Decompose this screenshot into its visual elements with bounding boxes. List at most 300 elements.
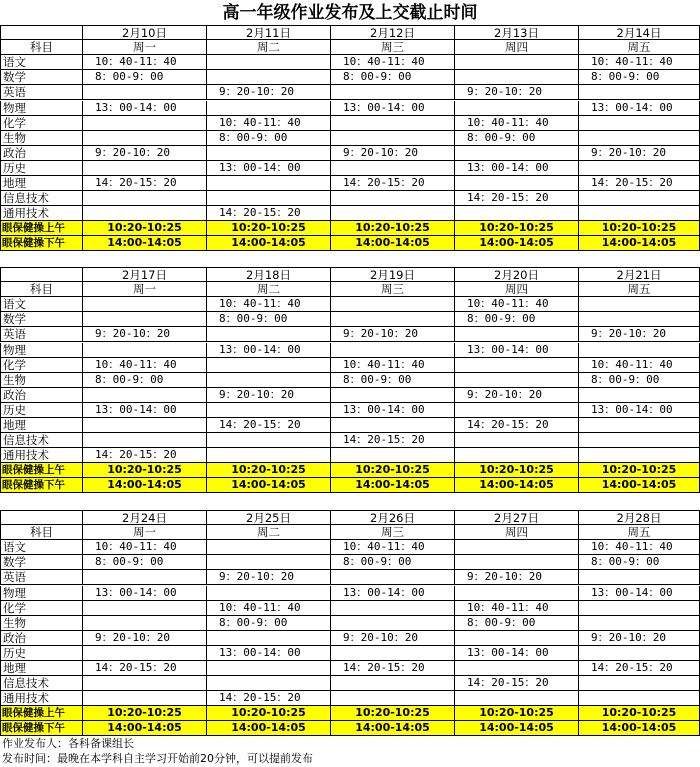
date-cell: 2月17日 (83, 267, 207, 282)
subject-row (0, 131, 700, 146)
eye-exercise-time: 14:00-14:05 (331, 236, 455, 251)
subject-label: 通用技术 (0, 448, 83, 463)
time-slot: 9：20-10：20 (579, 327, 700, 342)
time-slot: 14：20-15：20 (207, 206, 331, 221)
time-slot (331, 676, 455, 691)
time-slot (579, 418, 700, 433)
time-slot (83, 206, 207, 221)
subject-label: 信息技术 (0, 191, 83, 206)
date-cell: 2月13日 (455, 25, 579, 40)
time-slot (331, 206, 455, 221)
subject-label: 历史 (0, 646, 83, 661)
time-slot: 14：20-15：20 (207, 691, 331, 706)
subject-label: 英语 (0, 85, 83, 100)
time-slot (455, 586, 579, 601)
time-slot (579, 646, 700, 661)
weekday-cell: 周三 (331, 40, 455, 55)
subject-header: 科目 (0, 525, 83, 540)
time-slot: 9：20-10：20 (455, 85, 579, 100)
weekday-cell: 周一 (83, 40, 207, 55)
subject-label: 地理 (0, 418, 83, 433)
time-slot: 10：40-11：40 (455, 601, 579, 616)
eye-exercise-time: 10:20-10:25 (207, 221, 331, 236)
subject-label: 数学 (0, 70, 83, 85)
subject-label: 英语 (0, 570, 83, 585)
time-slot: 14：20-15：20 (83, 661, 207, 676)
footer-publisher: 作业发布人：各科备课组长 (2, 737, 134, 750)
time-slot (331, 388, 455, 403)
subject-label: 化学 (0, 601, 83, 616)
date-cell: 2月28日 (579, 510, 700, 525)
subject-label: 数学 (0, 555, 83, 570)
time-slot: 9：20-10：20 (579, 146, 700, 161)
eye-exercise-time: 10:20-10:25 (331, 463, 455, 478)
eye-exercise-time: 10:20-10:25 (579, 463, 700, 478)
weekday-cell: 周五 (579, 525, 700, 540)
time-slot: 13：00-14：00 (579, 403, 700, 418)
date-cell: 2月27日 (455, 510, 579, 525)
footer-publish-time: 发布时间：最晚在本学科自主学习开始前20分钟，可以提前发布 (2, 752, 313, 765)
time-slot (331, 570, 455, 585)
date-cell: 2月26日 (331, 510, 455, 525)
time-slot: 8：00-9：00 (207, 616, 331, 631)
time-slot: 13：00-14：00 (331, 101, 455, 116)
time-slot (455, 691, 579, 706)
time-slot (455, 55, 579, 70)
subject-row (0, 555, 700, 570)
time-slot (579, 161, 700, 176)
time-slot (579, 116, 700, 131)
weekday-cell: 周一 (83, 525, 207, 540)
subject-row (0, 161, 700, 176)
time-slot (207, 55, 331, 70)
time-slot (83, 601, 207, 616)
eye-exercise-row (0, 221, 700, 236)
subject-row (0, 403, 700, 418)
eye-exercise-time: 14:00-14:05 (455, 236, 579, 251)
time-slot (207, 101, 331, 116)
time-slot (455, 70, 579, 85)
time-slot (207, 555, 331, 570)
time-slot (455, 327, 579, 342)
time-slot: 14：20-15：20 (83, 176, 207, 191)
subject-row (0, 646, 700, 661)
time-slot (331, 601, 455, 616)
time-slot (83, 418, 207, 433)
time-slot (455, 146, 579, 161)
time-slot (207, 661, 331, 676)
time-slot: 13：00-14：00 (83, 101, 207, 116)
time-slot (207, 191, 331, 206)
time-slot: 9：20-10：20 (207, 388, 331, 403)
time-slot (331, 646, 455, 661)
time-slot (83, 433, 207, 448)
date-header-row (0, 25, 700, 40)
subject-row (0, 312, 700, 327)
time-slot (331, 691, 455, 706)
subject-row (0, 601, 700, 616)
date-cell: 2月12日 (331, 25, 455, 40)
eye-exercise-time: 14:00-14:05 (455, 721, 579, 736)
time-slot (455, 358, 579, 373)
time-slot (83, 85, 207, 100)
subject-row (0, 343, 700, 358)
time-slot (579, 676, 700, 691)
eye-exercise-label: 眼保健操下午 (0, 236, 83, 251)
subject-row (0, 297, 700, 312)
subject-label: 信息技术 (0, 433, 83, 448)
eye-exercise-time: 10:20-10:25 (455, 706, 579, 721)
time-slot (455, 448, 579, 463)
time-slot: 14：20-15：20 (455, 191, 579, 206)
eye-exercise-time: 14:00-14:05 (331, 478, 455, 493)
time-slot (207, 176, 331, 191)
time-slot (579, 616, 700, 631)
time-slot (455, 661, 579, 676)
time-slot (207, 146, 331, 161)
weekday-cell: 周五 (579, 40, 700, 55)
time-slot: 8：00-9：00 (83, 373, 207, 388)
time-slot (83, 161, 207, 176)
time-slot: 13：00-14：00 (455, 161, 579, 176)
time-slot: 13：00-14：00 (455, 646, 579, 661)
time-slot: 9：20-10：20 (331, 146, 455, 161)
eye-exercise-time: 10:20-10:25 (331, 221, 455, 236)
time-slot: 9：20-10：20 (207, 85, 331, 100)
subject-header: 科目 (0, 282, 83, 297)
eye-exercise-time: 10:20-10:25 (579, 221, 700, 236)
time-slot: 9：20-10：20 (83, 631, 207, 646)
time-slot: 8：00-9：00 (331, 70, 455, 85)
time-slot (83, 312, 207, 327)
time-slot: 13：00-14：00 (83, 403, 207, 418)
time-slot: 8：00-9：00 (83, 70, 207, 85)
time-slot (455, 555, 579, 570)
date-header-row (0, 267, 700, 282)
subject-row (0, 540, 700, 555)
eye-exercise-row (0, 236, 700, 251)
date-header-row (0, 510, 700, 525)
page-title: 高一年级作业发布及上交截止时间 (222, 3, 478, 23)
subject-label: 历史 (0, 161, 83, 176)
time-slot: 13：00-14：00 (579, 101, 700, 116)
eye-exercise-label: 眼保健操上午 (0, 463, 83, 478)
eye-exercise-time: 14:00-14:05 (83, 236, 207, 251)
eye-exercise-label: 眼保健操下午 (0, 478, 83, 493)
eye-exercise-label: 眼保健操下午 (0, 721, 83, 736)
time-slot (83, 691, 207, 706)
time-slot: 9：20-10：20 (579, 631, 700, 646)
time-slot (579, 85, 700, 100)
subject-row (0, 101, 700, 116)
subject-label: 语文 (0, 297, 83, 312)
subject-row (0, 146, 700, 161)
time-slot: 10：40-11：40 (455, 297, 579, 312)
time-slot: 9：20-10：20 (455, 388, 579, 403)
time-slot (207, 373, 331, 388)
subject-label: 历史 (0, 403, 83, 418)
subject-row (0, 676, 700, 691)
time-slot (579, 206, 700, 221)
eye-exercise-row (0, 721, 700, 736)
time-slot: 10：40-11：40 (83, 540, 207, 555)
subject-label: 物理 (0, 343, 83, 358)
corner-cell (0, 510, 83, 525)
time-slot (83, 388, 207, 403)
weekday-cell: 周二 (207, 525, 331, 540)
time-slot (83, 570, 207, 585)
subject-label: 地理 (0, 176, 83, 191)
time-slot: 8：00-9：00 (455, 131, 579, 146)
eye-exercise-time: 14:00-14:05 (207, 721, 331, 736)
weekday-cell: 周二 (207, 282, 331, 297)
subject-label: 生物 (0, 131, 83, 146)
subject-label: 政治 (0, 146, 83, 161)
time-slot: 8：00-9：00 (331, 555, 455, 570)
eye-exercise-row (0, 463, 700, 478)
time-slot: 14：20-15：20 (579, 176, 700, 191)
corner-cell (0, 25, 83, 40)
eye-exercise-time: 10:20-10:25 (83, 221, 207, 236)
subject-label: 物理 (0, 586, 83, 601)
time-slot: 10：40-11：40 (207, 601, 331, 616)
weekday-cell: 周三 (331, 525, 455, 540)
eye-exercise-time: 14:00-14:05 (83, 721, 207, 736)
time-slot (83, 116, 207, 131)
time-slot (331, 418, 455, 433)
subject-label: 生物 (0, 616, 83, 631)
subject-row (0, 55, 700, 70)
time-slot: 13：00-14：00 (207, 161, 331, 176)
date-cell: 2月21日 (579, 267, 700, 282)
time-slot (207, 676, 331, 691)
time-slot (331, 448, 455, 463)
time-slot (455, 373, 579, 388)
subject-label: 化学 (0, 358, 83, 373)
time-slot: 13：00-14：00 (83, 586, 207, 601)
subject-row (0, 448, 700, 463)
subject-row (0, 191, 700, 206)
time-slot: 8：00-9：00 (579, 555, 700, 570)
weekday-header-row (0, 525, 700, 540)
weekday-cell: 周一 (83, 282, 207, 297)
time-slot (579, 343, 700, 358)
subject-row (0, 85, 700, 100)
time-slot (579, 433, 700, 448)
time-slot: 9：20-10：20 (207, 570, 331, 585)
date-cell: 2月19日 (331, 267, 455, 282)
subject-label: 物理 (0, 101, 83, 116)
eye-exercise-time: 14:00-14:05 (579, 721, 700, 736)
subject-row (0, 418, 700, 433)
subject-label: 信息技术 (0, 676, 83, 691)
time-slot (455, 206, 579, 221)
weekday-header-row (0, 282, 700, 297)
subject-row (0, 388, 700, 403)
time-slot (331, 616, 455, 631)
eye-exercise-time: 14:00-14:05 (579, 478, 700, 493)
eye-exercise-time: 10:20-10:25 (207, 463, 331, 478)
time-slot (579, 131, 700, 146)
time-slot: 13：00-14：00 (207, 343, 331, 358)
subject-label: 政治 (0, 631, 83, 646)
time-slot: 13：00-14：00 (331, 586, 455, 601)
time-slot: 8：00-9：00 (455, 616, 579, 631)
time-slot: 10：40-11：40 (83, 358, 207, 373)
time-slot: 8：00-9：00 (455, 312, 579, 327)
eye-exercise-time: 10:20-10:25 (331, 706, 455, 721)
time-slot (207, 540, 331, 555)
time-slot (207, 358, 331, 373)
subject-row (0, 661, 700, 676)
time-slot (207, 403, 331, 418)
time-slot (331, 297, 455, 312)
time-slot: 10：40-11：40 (207, 297, 331, 312)
subject-row (0, 586, 700, 601)
corner-cell (0, 267, 83, 282)
time-slot (579, 601, 700, 616)
eye-exercise-label: 眼保健操上午 (0, 221, 83, 236)
date-cell: 2月24日 (83, 510, 207, 525)
time-slot (455, 540, 579, 555)
time-slot (83, 616, 207, 631)
subject-label: 政治 (0, 388, 83, 403)
weekday-cell: 周四 (455, 525, 579, 540)
subject-label: 化学 (0, 116, 83, 131)
time-slot (579, 570, 700, 585)
time-slot (455, 631, 579, 646)
time-slot (331, 343, 455, 358)
weekday-header-row (0, 40, 700, 55)
subject-row (0, 691, 700, 706)
subject-row (0, 616, 700, 631)
time-slot (83, 676, 207, 691)
eye-exercise-label: 眼保健操上午 (0, 706, 83, 721)
time-slot (331, 161, 455, 176)
time-slot (207, 433, 331, 448)
time-slot: 10：40-11：40 (455, 116, 579, 131)
weekday-cell: 周二 (207, 40, 331, 55)
time-slot: 8：00-9：00 (331, 373, 455, 388)
time-slot (83, 343, 207, 358)
subject-row (0, 176, 700, 191)
time-slot: 9：20-10：20 (83, 146, 207, 161)
subject-label: 英语 (0, 327, 83, 342)
time-slot: 13：00-14：00 (579, 586, 700, 601)
subject-row (0, 373, 700, 388)
subject-row (0, 358, 700, 373)
subject-label: 通用技术 (0, 691, 83, 706)
time-slot: 14：20-15：20 (331, 176, 455, 191)
time-slot (331, 85, 455, 100)
date-cell: 2月10日 (83, 25, 207, 40)
time-slot (331, 131, 455, 146)
time-slot: 10：40-11：40 (579, 540, 700, 555)
eye-exercise-time: 10:20-10:25 (455, 221, 579, 236)
subject-header: 科目 (0, 40, 83, 55)
eye-exercise-time: 10:20-10:25 (83, 706, 207, 721)
time-slot: 10：40-11：40 (83, 55, 207, 70)
time-slot: 14：20-15：20 (455, 676, 579, 691)
time-slot (207, 327, 331, 342)
weekday-cell: 周四 (455, 282, 579, 297)
eye-exercise-time: 10:20-10:25 (579, 706, 700, 721)
time-slot: 14：20-15：20 (83, 448, 207, 463)
time-slot (331, 191, 455, 206)
time-slot: 8：00-9：00 (207, 131, 331, 146)
time-slot: 14：20-15：20 (455, 418, 579, 433)
time-slot (579, 388, 700, 403)
subject-label: 语文 (0, 540, 83, 555)
subject-row (0, 70, 700, 85)
time-slot (83, 646, 207, 661)
time-slot: 14：20-15：20 (331, 661, 455, 676)
time-slot: 10：40-11：40 (207, 116, 331, 131)
time-slot (331, 312, 455, 327)
date-cell: 2月25日 (207, 510, 331, 525)
time-slot: 8：00-9：00 (83, 555, 207, 570)
eye-exercise-time: 14:00-14:05 (331, 721, 455, 736)
time-slot (83, 131, 207, 146)
time-slot (579, 448, 700, 463)
weekday-cell: 周三 (331, 282, 455, 297)
time-slot: 10：40-11：40 (331, 55, 455, 70)
time-slot: 9：20-10：20 (83, 327, 207, 342)
time-slot (455, 176, 579, 191)
time-slot: 14：20-15：20 (579, 661, 700, 676)
time-slot: 8：00-9：00 (579, 373, 700, 388)
time-slot: 10：40-11：40 (331, 540, 455, 555)
subject-label: 通用技术 (0, 206, 83, 221)
weekday-cell: 周四 (455, 40, 579, 55)
time-slot: 14：20-15：20 (207, 418, 331, 433)
eye-exercise-row (0, 706, 700, 721)
eye-exercise-time: 10:20-10:25 (207, 706, 331, 721)
eye-exercise-time: 10:20-10:25 (83, 463, 207, 478)
eye-exercise-row (0, 478, 700, 493)
eye-exercise-time: 14:00-14:05 (579, 236, 700, 251)
subject-label: 语文 (0, 55, 83, 70)
weekday-cell: 周五 (579, 282, 700, 297)
subject-label: 生物 (0, 373, 83, 388)
time-slot: 9：20-10：20 (331, 631, 455, 646)
time-slot: 10：40-11：40 (331, 358, 455, 373)
eye-exercise-time: 14:00-14:05 (207, 478, 331, 493)
eye-exercise-time: 14:00-14:05 (83, 478, 207, 493)
time-slot (207, 448, 331, 463)
time-slot: 10：40-11：40 (579, 55, 700, 70)
date-cell: 2月20日 (455, 267, 579, 282)
eye-exercise-time: 14:00-14:05 (207, 236, 331, 251)
subject-row (0, 327, 700, 342)
eye-exercise-time: 14:00-14:05 (455, 478, 579, 493)
subject-label: 地理 (0, 661, 83, 676)
time-slot (455, 101, 579, 116)
time-slot: 8：00-9：00 (207, 312, 331, 327)
time-slot (83, 297, 207, 312)
date-cell: 2月11日 (207, 25, 331, 40)
time-slot: 10：40-11：40 (579, 358, 700, 373)
time-slot: 13：00-14：00 (331, 403, 455, 418)
subject-row (0, 433, 700, 448)
time-slot (579, 297, 700, 312)
time-slot: 8：00-9：00 (579, 70, 700, 85)
subject-label: 数学 (0, 312, 83, 327)
subject-row (0, 206, 700, 221)
time-slot (455, 403, 579, 418)
time-slot: 14：20-15：20 (331, 433, 455, 448)
time-slot (83, 191, 207, 206)
